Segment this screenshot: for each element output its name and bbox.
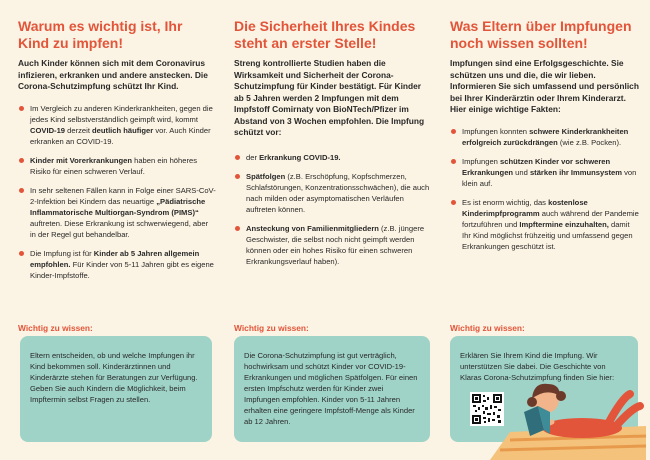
heading-parents-facts: Was Eltern über Impfungen noch wissen sollten! — [450, 18, 632, 51]
info-box-text: Eltern entscheiden, ob und welche Impfungen ihr Kind bekommen soll. Kinderärztinnen und Kinderärzte stehen für Beratungen zur Verfügung. Geben Sie auch Kindern die Möglichkeit, beim Impftermin selbst Fragen zu stellen. — [30, 351, 198, 404]
heading-safety: Die Sicherheit Ihres Kindes steht an erster Stelle! — [234, 18, 416, 51]
list-item: In sehr seltenen Fällen kann in Folge einer SARS-CoV-2-Infektion bei Kindern das neuartige „Pädiatrische Inflammatorische Multiorgan-Syndrom (PIMS)“ auftreten. Diese Erkrankung ist schwerwiegend, aber in der Regel gut behandelbar. — [18, 185, 216, 240]
subheading-important: Wichtig zu wissen: — [234, 323, 309, 333]
intro-text: Auch Kinder können sich mit dem Coronavirus infizieren, erkranken und andere anstecken. Die Corona-Schutzimpfung schützt Ihr Kind. — [18, 58, 208, 91]
info-box-text: Erklären Sie Ihrem Kind die Impfung. Wir unterstützen Sie dabei. Die Geschichte von Klaras Corona-Schutzimpfung finden Sie hier: — [460, 351, 615, 382]
bullet-list — [18, 103, 216, 289]
subheading-important: Wichtig zu wissen: — [450, 323, 525, 333]
heading-why-vaccinate: Warum es wichtig ist, Ihr Kind zu impfen! — [18, 18, 183, 51]
list-item: der Erkrankung COVID-19. — [234, 152, 432, 163]
bullet-list — [450, 126, 640, 260]
list-item: Impfungen schützen Kinder vor schweren Erkrankungen und stärken ihr Immunsystem von klein auf. — [450, 156, 640, 189]
info-box — [20, 336, 212, 442]
info-box — [234, 336, 430, 442]
bullet-list — [234, 152, 432, 275]
subheading-important: Wichtig zu wissen: — [18, 323, 93, 333]
list-item: Die Impfung ist für Kinder ab 5 Jahren allgemein empfohlen. Für Kinder von 5-11 Jahren gibt es eigene Kinder-Impfstoffe. — [18, 248, 216, 281]
intro-text: Streng kontrollierte Studien haben die Wirksamkeit und Sicherheit der Corona-Schutzimpfung für Kinder bestätigt. Für Kinder ab 5 Jahren werden 2 Impfungen mit dem Impfstoff Comirnaty von BioNTech/Pfizer im Abstand von 3 Wochen empfohlen. Die Impfung schützt vor: — [234, 58, 425, 137]
list-item: Impfungen konnten schwere Kinderkrankheiten erfolgreich zurückdrängen (wie z.B. Pocken). — [450, 126, 640, 148]
list-item: Spätfolgen (z.B. Erschöpfung, Kopfschmerzen, Schlafstörungen, Konzentrationsschwächen), die auch nach milden oder asymptomatischen Verläufen auftreten können. — [234, 171, 432, 215]
list-item: Im Vergleich zu anderen Kinderkrankheiten, gegen die jedes Kind selbstverständlich geimpft wird, kommt COVID-19 derzeit deutlich häufiger vor. Auch Kinder erkranken an COVID-19. — [18, 103, 216, 147]
list-item: Kinder mit Vorerkrankungen haben ein höheres Risiko für einen schweren Verlauf. — [18, 155, 216, 177]
list-item: Es ist enorm wichtig, das kostenlose Kinderimpfprogramm auch während der Pandemie fortzuführen und Impftermine einzuhalten, damit Ihr Kind möglichst frühzeitig und umfassend gegen Erkrankungen geschützt ist. — [450, 197, 640, 252]
list-item: Ansteckung von Familienmitgliedern (z.B. jüngere Geschwister, die selbst noch nicht geimpft werden können oder ein hohes Risiko für einen schweren Erkrankungsverlauf haben). — [234, 223, 432, 267]
child-reading-icon — [490, 336, 646, 460]
intro-text: Impfungen sind eine Erfolgsgeschichte. Sie schützen uns und die, die wir lieben. Informieren Sie sich umfassend und persönlich bei Ihrer Kinderärztin oder Ihrem Kinderarzt. Hier einige wichtige Fakten: — [450, 58, 639, 114]
info-box-text: Die Corona-Schutzimpfung ist gut verträglich, hochwirksam und schützt Kinder vor COVID-19-Erkrankungen und möglichen Spätfolgen. Für einen ersten Impfschutz werden für Kinder zwei Impfungen empfohlen. Kinder von 5-11 Jahren erhalten eine geringere Impfstoff-Menge als Kinder ab 12 Jahren. — [244, 351, 418, 426]
child-reading-illustration — [490, 336, 646, 460]
